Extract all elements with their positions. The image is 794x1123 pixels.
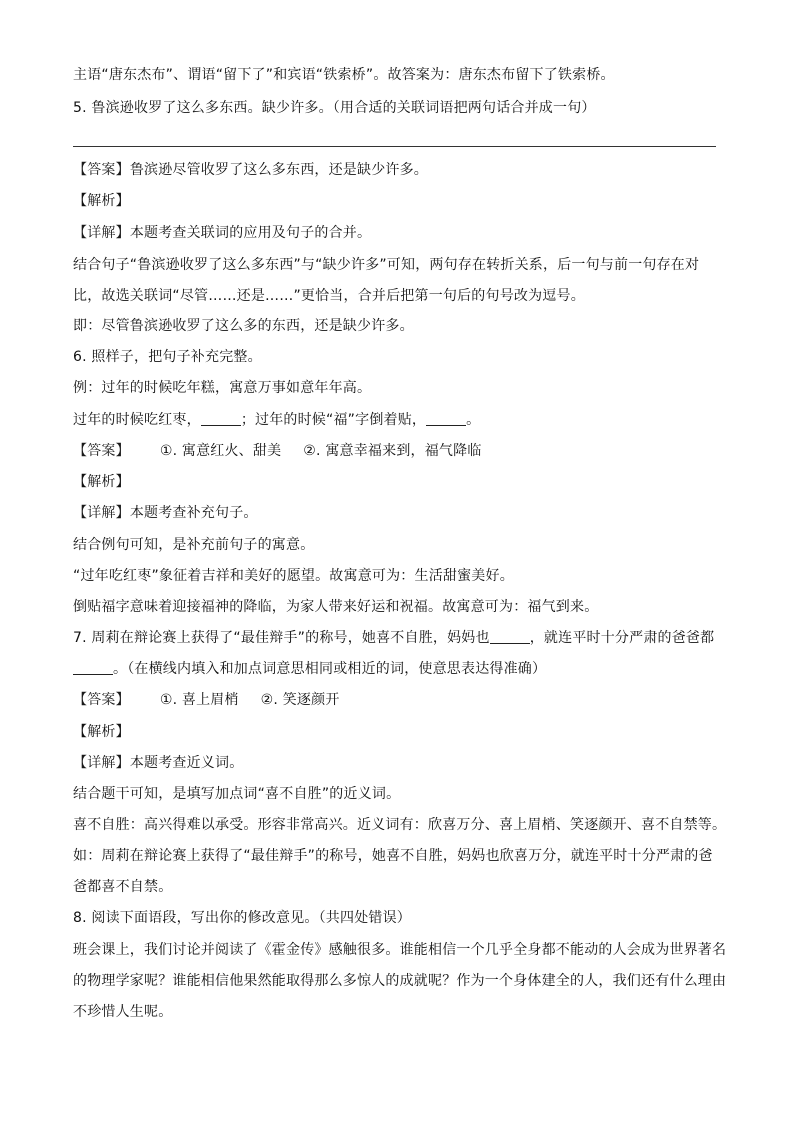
text-line: 即：尽管鲁滨逊收罗了这么多的东西，还是缺少许多。 [73,318,414,334]
question-7-cont: 。（在横线内填入和加点词意思相同或相近的词，使意思表达得准确） [73,659,723,679]
passage-line: 班会课上，我们讨论并阅读了《霍金传》感触很多。谁能相信一个几乎全身都不能动的人会成为世界著名 [73,942,727,958]
blank [201,411,241,426]
answer-line: 【答案】鲁滨逊尽管收罗了这么多东西，还是缺少许多。 [73,162,429,178]
passage-line: 的物理学家呢？谁能相信他果然能取得那么多惊人的成就呢？作为一个身体建全的人，我们还有什么理由 [73,973,727,989]
text-line: 爸都喜不自禁。 [73,879,173,895]
text-line: 如：周莉在辩论赛上获得了“最佳辩手”的称号，她喜不自胜，妈妈也欣喜万分，就连平时十分严肃的爸 [73,848,713,864]
text-line: 比，故选关联词“尽管……还是……”更恰当，合并后把第一句后的句号改为逗号。 [73,288,585,304]
answer-line: 【答案】 ①. 寓意红火、甜美 ②. 寓意幸福来到，福气降临 [73,443,482,459]
text-line: 喜不自胜：高兴得难以承受。形容非常高兴。近义词有：欣喜万分、喜上眉梢、笑逐颜开、喜不自禁等。 [73,817,727,833]
detail-line: 【详解】本题考查近义词。 [73,755,244,771]
blank [490,629,530,644]
blank [426,411,466,426]
example-line: 例：过年的时候吃年糕，寓意万事如意年年高。 [73,380,372,396]
answer-line: 【答案】 ①. 喜上眉梢 ②. 笑逐颜开 [73,692,340,708]
blank [73,660,113,675]
question-6: 6. 照样子，把句子补充完整。 [73,349,262,365]
question-5: 5. 鲁滨逊收罗了这么多东西。缺少许多。（用合适的关联词语把两句话合并成一句） [73,100,596,116]
question-7: 7. 周莉在辩论赛上获得了“最佳辩手”的称号，她喜不自胜，妈妈也 ，就连平时十分严肃的爸爸都 [73,630,715,646]
text-line: 结合句子“鲁滨逊收罗了这么多东西”与“缺少许多”可知，两句存在转折关系，后一句与前一句存在对 [73,257,700,273]
text-line: 倒贴福字意味着迎接福神的降临，为家人带来好运和祝福。故寓意可为：福气到来。 [73,599,599,615]
text-line: “过年吃红枣”象征着吉祥和美好的愿望。故寓意可为：生活甜蜜美好。 [73,568,514,584]
detail-line: 【详解】本题考查关联词的应用及句子的合并。 [73,225,372,241]
analysis-tag: 【解析】 [73,474,130,490]
text-line: 结合题干可知，是填写加点词“喜不自胜”的近义词。 [73,786,401,802]
text-line: 主语“唐东杰布”、谓语“留下了”和宾语“铁索桥”。故答案为：唐东杰布留下了铁索桥。 [73,67,615,83]
analysis-tag: 【解析】 [73,724,130,740]
analysis-tag: 【解析】 [73,193,130,209]
fill-blank-line: 过年的时候吃红枣， ；过年的时候“福”字倒着贴， 。 [73,412,481,428]
answer-underline [73,146,716,147]
answer-tag: 【答案】 [73,162,130,178]
question-8: 8. 阅读下面语段，写出你的修改意见。（共四处错误） [73,910,412,926]
detail-line: 【详解】本题考查补充句子。 [73,505,258,521]
text-line: 结合例句可知，是补充前句子的寓意。 [73,537,315,553]
passage-line: 不珍惜人生呢。 [73,1004,173,1020]
